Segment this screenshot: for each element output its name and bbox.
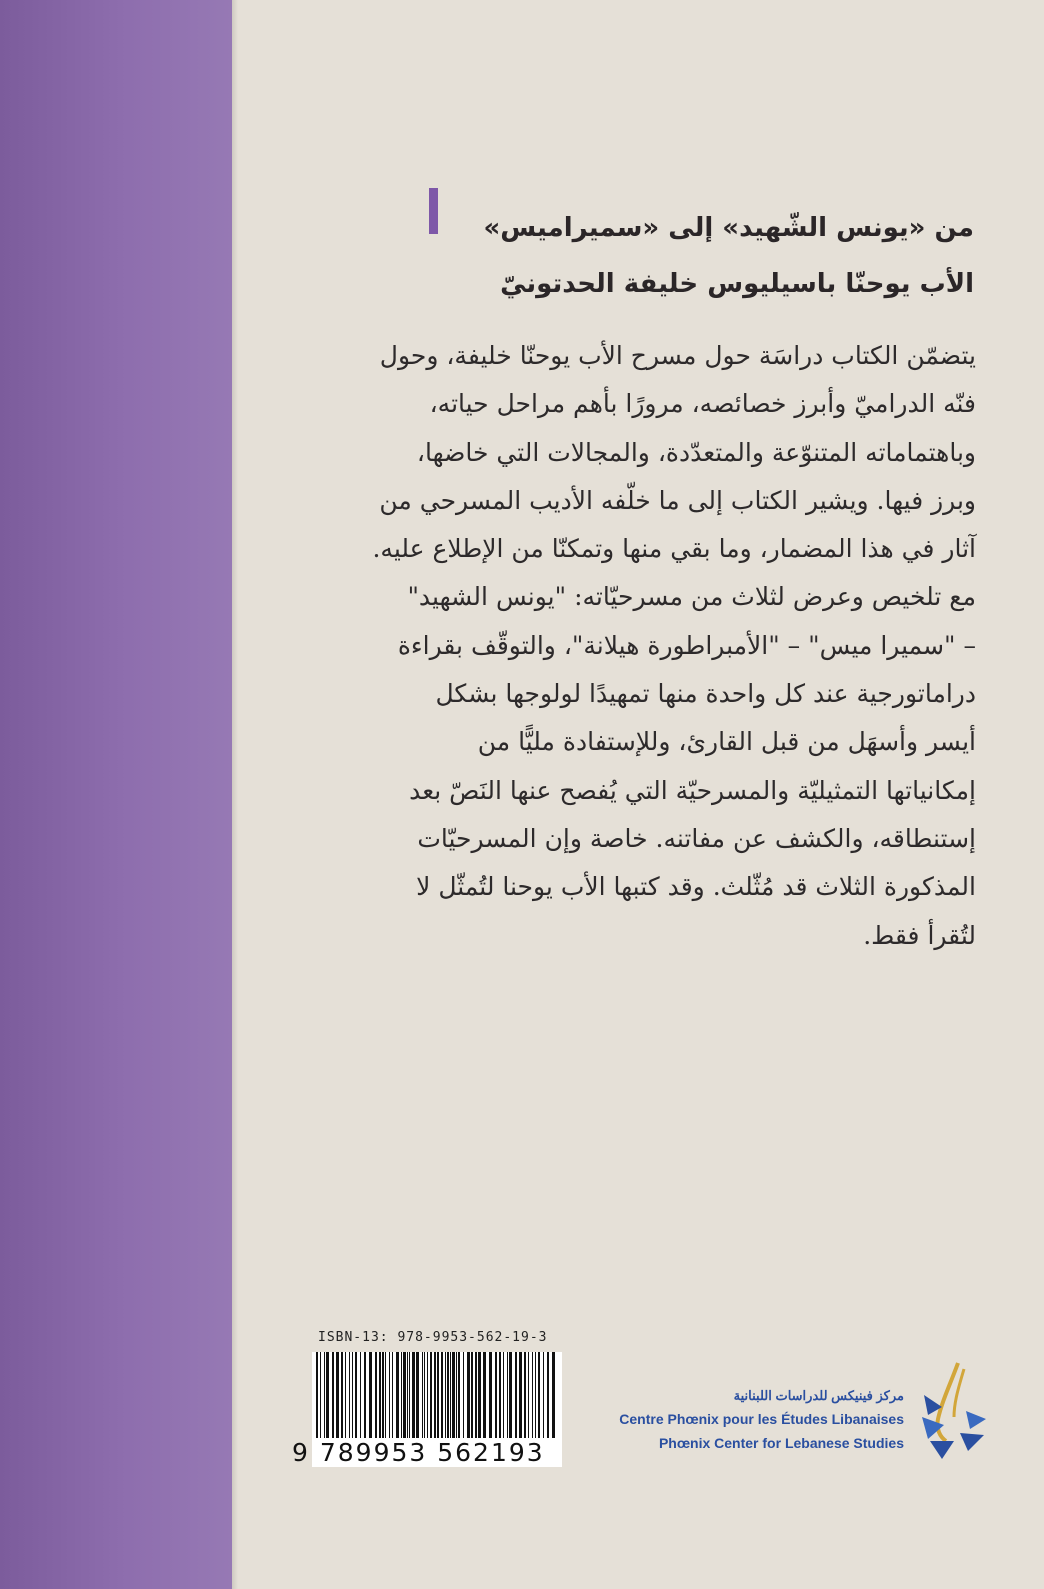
blurb-line: مع تلخيص وعرض لثلاث من مسرحيّاته: "يونس الشهيد": [407, 582, 976, 612]
barcode-bar: [503, 1352, 504, 1438]
barcode-bar: [375, 1352, 377, 1438]
spine-shadow: [232, 0, 238, 1589]
phoenix-logo-icon: [920, 1355, 990, 1465]
barcode-bar: [389, 1352, 390, 1438]
blurb-line: إستنطاقه، والكشف عن مفاتنه. خاصة وإن المسرحيّات: [417, 823, 976, 853]
barcode-bar: [509, 1352, 512, 1438]
barcode-bar: [427, 1352, 428, 1438]
barcode-bar: [424, 1352, 425, 1438]
blurb-line: لتُقرأ فقط.: [863, 920, 976, 950]
blurb-line: يتضمّن الكتاب دراسَة حول مسرح الأب يوحنّا خليفة، وحول: [379, 341, 976, 370]
barcode-bar: [336, 1352, 339, 1438]
barcode-bar: [471, 1352, 473, 1438]
barcode-bar: [407, 1352, 408, 1438]
blurb-line: وباهتماماته المتنوّعة والمتعدّدة، والمجالات التي خاضها،: [416, 437, 976, 467]
barcode-bar: [392, 1352, 393, 1438]
barcode-bar: [463, 1352, 464, 1438]
barcode-bar: [489, 1352, 492, 1438]
barcode-bar: [369, 1352, 372, 1438]
blurb-line: وبرز فيها. ويشير الكتاب إلى ما خلّفه الأديب المسرحي من: [379, 485, 976, 515]
barcode-bar: [401, 1352, 402, 1438]
barcode-bar: [441, 1352, 443, 1438]
barcode-bar: [445, 1352, 446, 1438]
barcode-bar: [341, 1352, 343, 1438]
barcode-bar: [543, 1352, 544, 1438]
barcode-bar: [528, 1352, 529, 1438]
barcode-bar: [437, 1352, 439, 1438]
barcode-bar: [403, 1352, 406, 1438]
barcode-bar: [345, 1352, 346, 1438]
barcode-bar: [385, 1352, 386, 1438]
barcode-bar: [412, 1352, 415, 1438]
barcode-bar: [355, 1352, 357, 1438]
barcode-bar: [547, 1352, 549, 1438]
barcode-bar: [379, 1352, 381, 1438]
barcode-bar: [532, 1352, 533, 1438]
barcode-bar: [349, 1352, 350, 1438]
barcode-bar: [364, 1352, 366, 1438]
barcode-bar: [396, 1352, 399, 1438]
barcode-bar: [324, 1352, 325, 1438]
barcode-bar: [458, 1352, 460, 1438]
barcode-bar: [552, 1352, 555, 1438]
blurb-line: – "سميرا ميس" – "الأمبراطورة هيلانة"، والتوقّف بقراءة: [397, 630, 976, 660]
blurb-line: دراماتورجية عند كل واحدة منها تمهيدًا لولوجها بشكل: [435, 679, 976, 709]
barcode-bar: [422, 1352, 423, 1438]
cover-header: [260, 200, 974, 312]
barcode-bar: [450, 1352, 451, 1438]
blurb-line: المذكورة الثلاث قد مُثّلث. وقد كتبها الأب يوحنا لتُمثّل لا: [416, 872, 976, 902]
barcode-bar: [499, 1352, 501, 1438]
barcode-bar: [467, 1352, 470, 1438]
blurb-line: آثار في هذا المضمار، وما بقي منها وتمكنّا من الإطلاع عليه.: [372, 534, 976, 564]
barcode-bar: [409, 1352, 410, 1438]
barcode-bar: [475, 1352, 477, 1438]
barcode-bar: [316, 1352, 318, 1438]
barcode-bar: [320, 1352, 321, 1438]
barcode-bar: [507, 1352, 508, 1438]
barcode-digits: 9 789953 562193: [292, 1438, 545, 1467]
publisher-name-arabic: مركز فينيكس للدراسات اللبنانية: [733, 1388, 904, 1403]
publisher-name-french: Centre Phœnix pour les Études Libanaises: [619, 1411, 904, 1427]
book-spine: [0, 0, 232, 1589]
barcode-bar: [430, 1352, 432, 1438]
barcode-bars: [312, 1352, 562, 1440]
barcode-bar: [447, 1352, 449, 1438]
barcode-bar: [478, 1352, 481, 1438]
publisher-block: [619, 1385, 904, 1455]
book-author: الأب يوحنّا باسيليوس خليفة الحدتونيّ: [500, 269, 974, 299]
barcode-bar: [416, 1352, 419, 1438]
barcode-bar: [434, 1352, 436, 1438]
isbn-label: ISBN-13: 978-9953-562-19-3: [318, 1330, 548, 1345]
barcode-bar: [352, 1352, 353, 1438]
barcode-bar: [360, 1352, 361, 1438]
publisher-name-english: Phœnix Center for Lebanese Studies: [658, 1435, 904, 1451]
blurb-line: إمكانياتها التمثيليّة والمسرحيّة التي يُفصح عنها النَصّ بعد: [409, 775, 976, 805]
barcode-bar: [495, 1352, 497, 1438]
blurb-line: أيسر وأسهَل من قبل القارئ، وللإستفادة مليًّا من: [477, 727, 976, 757]
blurb-line: فنّه الدراميّ وأبرز خصائصه، مرورًا بأهم مراحل حياته،: [429, 389, 976, 419]
barcode-bar: [483, 1352, 486, 1438]
barcode-bar: [456, 1352, 457, 1438]
book-title: من «يونس الشّهيد» إلى «سميراميس»: [483, 213, 974, 243]
barcode-bar: [452, 1352, 455, 1438]
barcode-bar: [524, 1352, 526, 1438]
barcode-bar: [382, 1352, 384, 1438]
barcode-bar: [535, 1352, 536, 1438]
barcode-bar: [332, 1352, 334, 1438]
barcode-bar: [519, 1352, 522, 1438]
blurb-text: [270, 332, 976, 960]
barcode-bar: [326, 1352, 329, 1438]
barcode-bar: [515, 1352, 517, 1438]
barcode-bar: [538, 1352, 540, 1438]
